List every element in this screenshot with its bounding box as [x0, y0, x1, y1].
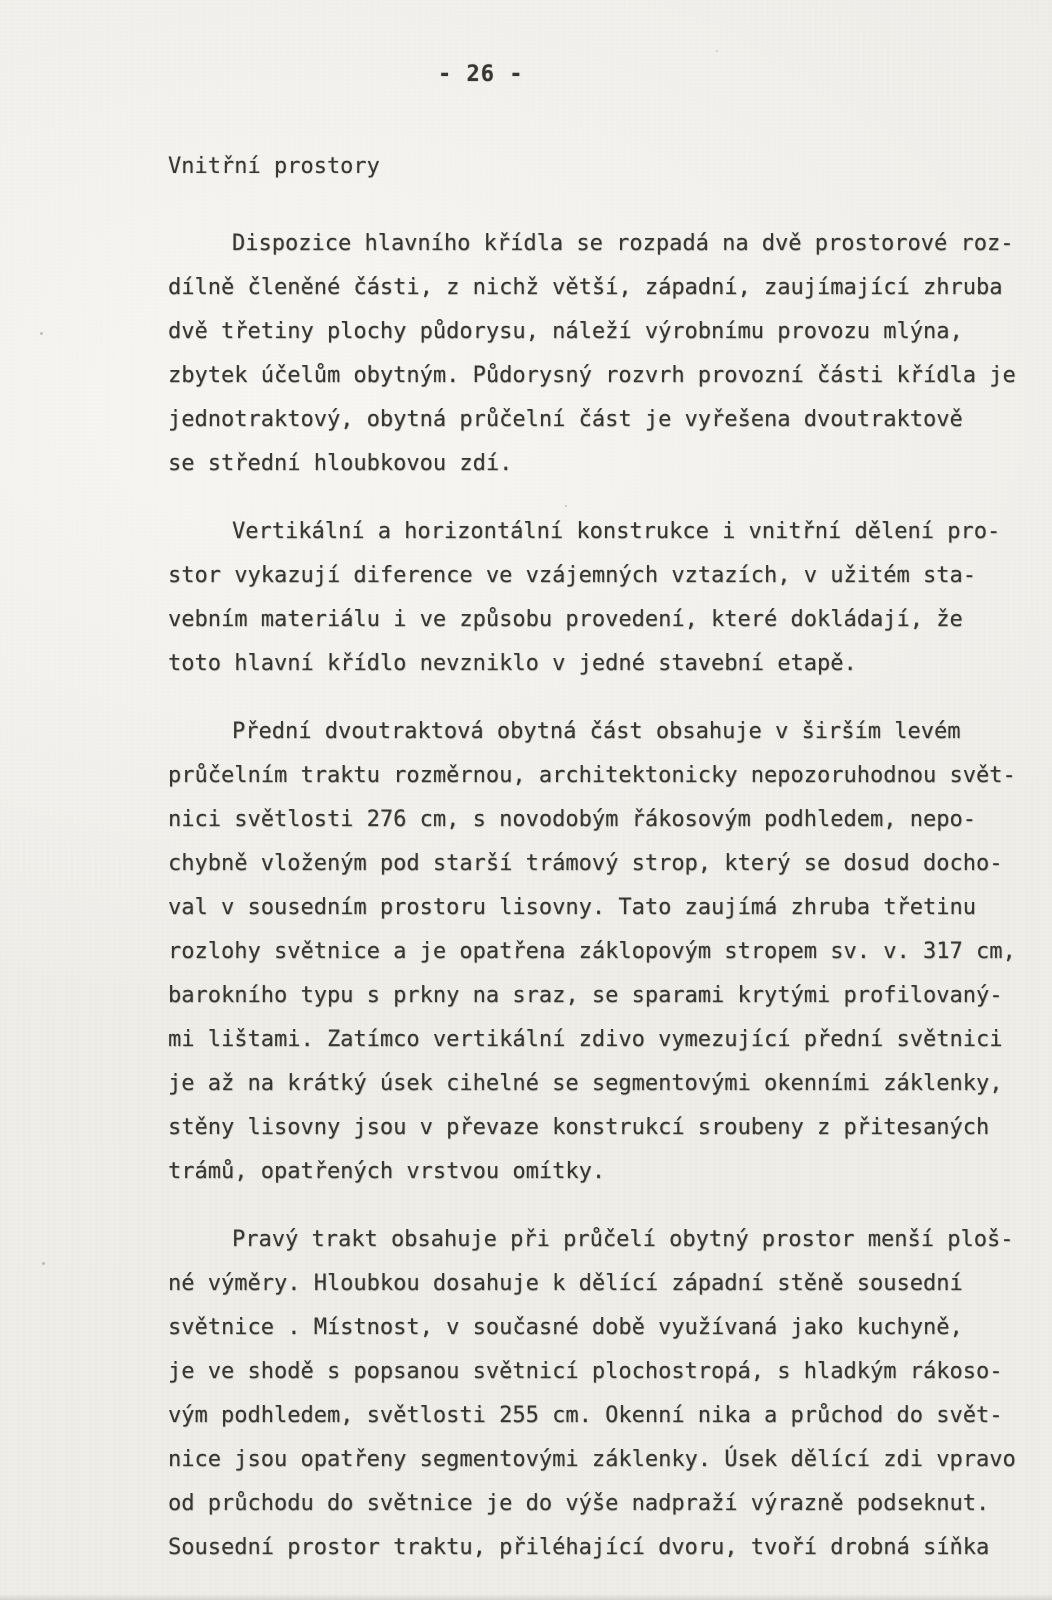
text-line: dvě třetiny plochy půdorysu, náleží výrobnímu provozu mlýna, [168, 319, 963, 344]
scan-speck [890, 1412, 892, 1414]
text-line: nici světlosti 276 cm, s novodobým řákosovým podhledem, nepo- [168, 807, 976, 832]
scan-speck [716, 50, 718, 52]
text-line: nice jsou opatřeny segmentovými záklenky. Úsek dělící zdi vpravo [168, 1447, 1016, 1472]
text-line: jednotraktový, obytná průčelní část je vyřešena dvoutraktově [168, 407, 963, 432]
text-line: stěny lisovny jsou v převaze konstrukcí sroubeny z přitesaných [168, 1115, 990, 1140]
text-line: trámů, opatřených vrstvou omítky. [168, 1159, 606, 1184]
text-line: Pravý trakt obsahuje při průčelí obytný prostor menší ploš- [232, 1227, 1014, 1252]
text-line: je až na krátký úsek cihelné se segmentovými okenními záklenky, [168, 1071, 1003, 1096]
scan-bottom-edge [0, 1594, 1052, 1600]
paragraph [168, 1220, 1038, 1572]
text-line: zbytek účelům obytným. Půdorysný rozvrh provozní části křídla je [168, 363, 1016, 388]
text-line: barokního typu s prkny na sraz, se sparami krytými profilovaný- [168, 983, 1003, 1008]
scan-speck [42, 1262, 45, 1265]
document-body [168, 224, 1038, 1596]
text-line: Sousední prostor traktu, přiléhající dvoru, tvoří drobná síňka [168, 1535, 990, 1560]
section-heading: Vnitřní prostory [168, 154, 380, 179]
text-line: rozlohy světnice a je opatřena záklopovým stropem sv. v. 317 cm, [168, 939, 1016, 964]
paragraph [168, 712, 1038, 1196]
scan-speck [565, 505, 567, 507]
paragraph [168, 512, 1038, 688]
text-line: se střední hloubkovou zdí. [168, 451, 513, 476]
text-line: dílně členěné části, z nichž větší, západní, zaujímající zhruba [168, 275, 1003, 300]
text-line: Dispozice hlavního křídla se rozpadá na dvě prostorové roz- [232, 231, 1014, 256]
text-line: světnice . Místnost, v současné době využívaná jako kuchyně, [168, 1315, 963, 1340]
text-line: chybně vloženým pod starší trámový strop, který se dosud docho- [168, 851, 1003, 876]
text-line: je ve shodě s popsanou světnicí plochostropá, s hladkým rákoso- [168, 1359, 1003, 1384]
text-line: toto hlavní křídlo nevzniklo v jedné stavební etapě. [168, 651, 857, 676]
paragraph [168, 224, 1038, 488]
text-line: val v sousedním prostoru lisovny. Tato zaujímá zhruba třetinu [168, 895, 976, 920]
text-line: vebním materiálu i ve způsobu provedení, které dokládají, že [168, 607, 963, 632]
text-line: né výměry. Hloubkou dosahuje k dělící západní stěně sousední [168, 1271, 963, 1296]
text-line: od průchodu do světnice je do výše nadpraží výrazně podseknut. [168, 1491, 990, 1516]
text-line: Vertikální a horizontální konstrukce i vnitřní dělení pro- [232, 519, 1001, 544]
page-number: - 26 - [438, 62, 524, 87]
scan-speck [40, 332, 43, 335]
text-line: vým podhledem, světlosti 255 cm. Okenní nika a průchod do svět- [168, 1403, 1003, 1428]
text-line: mi lištami. Zatímco vertikální zdivo vymezující přední světnici [168, 1027, 1003, 1052]
text-line: průčelním traktu rozměrnou, architektonicky nepozoruhodnou svět- [168, 763, 1016, 788]
text-line: stor vykazují diference ve vzájemných vztazích, v užitém sta- [168, 563, 976, 588]
text-line: Přední dvoutraktová obytná část obsahuje v širším levém [232, 719, 961, 744]
